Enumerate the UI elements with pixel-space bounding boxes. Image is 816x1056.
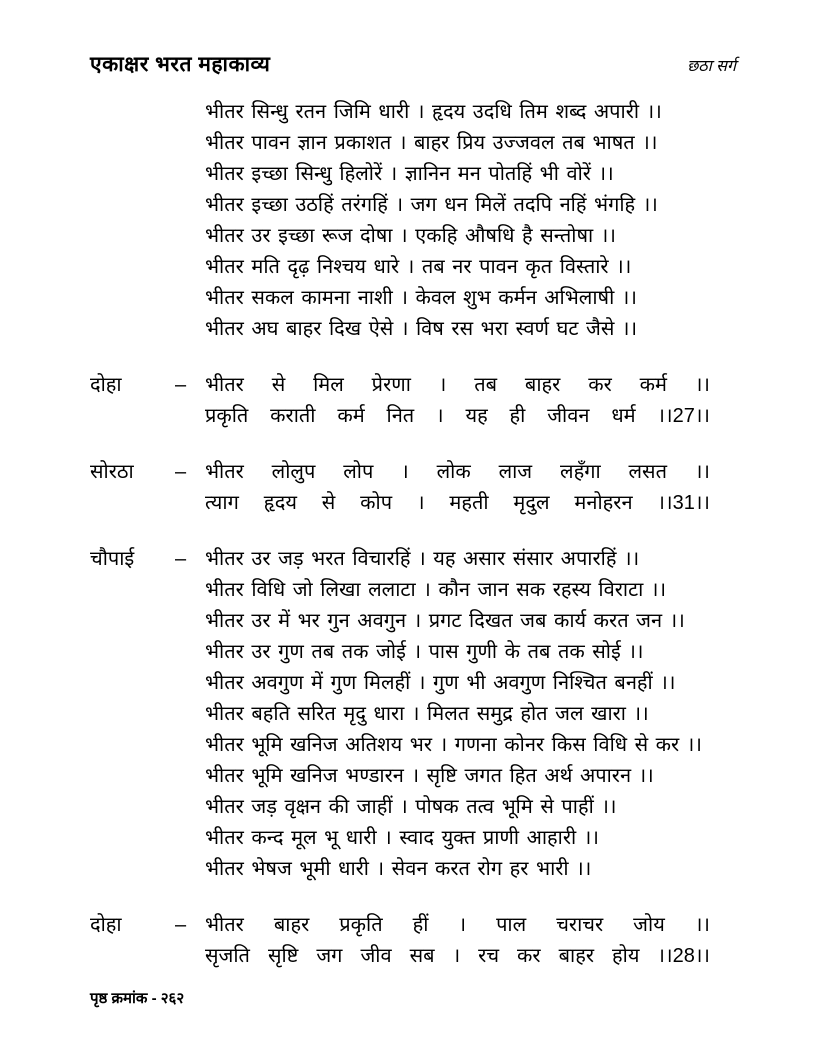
verse-line: भीतर भूमि खनिज भण्डारन । सृष्टि जगत हित अर्थ अपारन ।। — [205, 765, 654, 787]
section-dash: – — [175, 461, 187, 483]
verse-lines — [205, 544, 746, 885]
verse-section — [90, 370, 746, 432]
verse-line: भीतर उर में भर गुन अवगुन । प्रगट दिखत जब कार्य करत जन ।। — [205, 610, 685, 632]
section-label: चौपाई — [90, 548, 135, 570]
verse-section — [90, 97, 746, 345]
verse-area — [90, 97, 746, 997]
verse-line: भीतर कन्द मूल भू धारी । स्वाद युक्त प्राणी आहारी ।। — [205, 827, 599, 849]
verse-line: भीतर पावन ज्ञान प्रकाशत । बाहर प्रिय उज्जवल तब भाषत ।। — [205, 132, 658, 154]
verse-line: भीतर सिन्धु रतन जिमि धारी । हृदय उदधि तिम शब्द अपारी ।। — [205, 101, 662, 123]
book-title: एकाक्षर भरत महाकाव्य — [90, 53, 271, 76]
verse-line: भीतर अवगुण में गुण मिलहीं । गुण भी अवगुण निश्चित बनहीं ।। — [205, 672, 676, 694]
verse-line: भीतर बहति सरित मृदु धारा । मिलत समुद्र होत जल खारा ।। — [205, 703, 649, 725]
verse-line: सृजति सृष्टि जग जीव सब । रच कर बाहर होय ।।28।। — [205, 945, 710, 967]
verse-line: भीतर भेषज भूमी धारी । सेवन करत रोग हर भारी ।। — [205, 858, 592, 880]
verse-line: भीतर बाहर प्रकृति हीं । पाल चराचर जोय ।। — [205, 914, 710, 936]
verse-line: भीतर इच्छा सिन्धु हिलोरें । ज्ञानिन मन पोतहिं भी वोरें ।। — [205, 163, 614, 185]
verse-section — [90, 544, 746, 885]
section-label: सोरठा — [90, 461, 134, 483]
verse-lines — [205, 910, 746, 972]
verse-line: प्रकृति कराती कर्म नित । यह ही जीवन धर्म ।।27।। — [205, 405, 710, 427]
section-label: दोहा — [90, 914, 122, 936]
verse-line: भीतर उर जड़ भरत विचारहिं । यह असार संसार अपारहिं ।। — [205, 548, 640, 570]
section-dash: – — [175, 548, 187, 570]
verse-section — [90, 457, 746, 519]
verse-line: भीतर लोलुप लोप । लोक लाज लहँगा लसत ।। — [205, 461, 710, 483]
verse-lines — [205, 97, 746, 345]
verse-line: भीतर जड़ वृक्षन की जाहीं । पोषक तत्व भूमि से पाहीं ।। — [205, 796, 617, 818]
verse-lines — [205, 457, 746, 519]
verse-line: भीतर मति दृढ़ निश्चय धारे । तब नर पावन कृत विस्तारे ।। — [205, 256, 632, 278]
verse-line: भीतर उर गुण तब तक जोई । पास गुणी के तब तक सोई ।। — [205, 641, 644, 663]
section-dash: – — [175, 374, 187, 396]
page-header — [90, 50, 736, 78]
chapter-label: छठा सर्ग — [687, 58, 736, 75]
verse-line: भीतर उर इच्छा रूज दोषा । एकहि औषधि है सन्तोषा ।। — [205, 225, 616, 247]
verse-line: त्याग हृदय से कोप । महती मृदुल मनोहरन ।।31।। — [205, 492, 710, 514]
verse-line: भीतर भूमि खनिज अतिशय भर । गणना कोनर किस विधि से कर ।। — [205, 734, 702, 756]
page-footer — [90, 988, 184, 1008]
verse-section — [90, 910, 746, 972]
section-dash: – — [175, 914, 187, 936]
section-label: दोहा — [90, 374, 122, 396]
verse-line: भीतर विधि जो लिखा ललाटा । कौन जान सक रहस्य विराटा ।। — [205, 579, 667, 601]
verse-line: भीतर इच्छा उठहिं तरंगहिं । जग धन मिलें तदपि नहिं भंगहि ।। — [205, 194, 658, 216]
page-number: पृष्ठ क्रमांक - २६२ — [90, 990, 185, 1007]
verse-line: भीतर सकल कामना नाशी । केवल शुभ कर्मन अभिलाषी ।। — [205, 287, 637, 309]
verse-lines — [205, 370, 746, 432]
verse-line: भीतर अघ बाहर दिख ऐसे । विष रस भरा स्वर्ण घट जैसे ।। — [205, 318, 638, 340]
verse-line: भीतर से मिल प्रेरणा । तब बाहर कर कर्म ।। — [205, 374, 710, 396]
